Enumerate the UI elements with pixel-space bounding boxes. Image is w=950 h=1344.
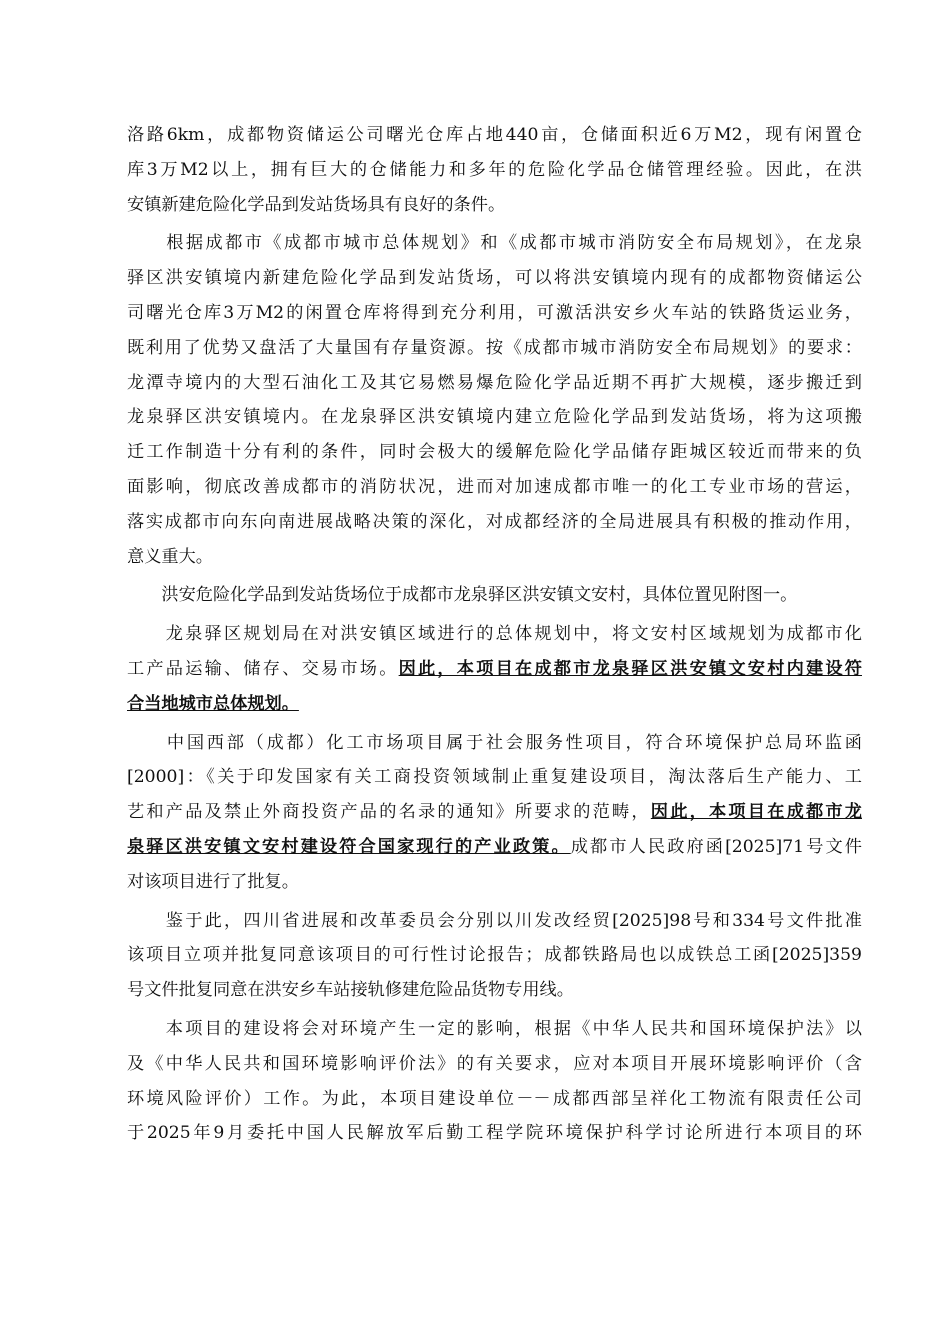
text-line: 意义重大。 <box>127 546 213 567</box>
paragraph-warehouse-conditions <box>127 118 862 222</box>
text-line: 库3万M2以上，拥有巨大的仓储能力和多年的危险化学品仓储管理经验。因此，在洪 <box>127 159 862 180</box>
text-line: 号文件批复同意在洪安乡车站接轨修建危险品货物专用线。 <box>127 980 574 1001</box>
text-line: 中国西部（成都）化工市场项目属于社会服务性项目，符合环境保护总局环监函 <box>127 732 862 753</box>
text-line: 驿区洪安镇境内新建危险化学品到发站货场，可以将洪安镇境内现有的成都物资储运公 <box>127 268 862 289</box>
text-run: 成都市人民政府函[2025]71号文件 <box>570 836 862 857</box>
text-line: 根据成都市《成都市城市总体规划》和《成都市城市消防安全布局规划》，在龙泉 <box>127 233 862 254</box>
text-line <box>127 652 862 687</box>
text-line: 于2025年9月委托中国人民解放军后勤工程学院环境保护科学讨论所进行本项目的环 <box>127 1123 862 1144</box>
emphasis-policy-conclusion: 因此，本项目在成都市龙 <box>650 802 862 823</box>
text-line: 司曙光仓库3万M2的闲置仓库将得到充分利用，可激活洪安乡火车站的铁路货运业务， <box>127 302 862 323</box>
document-body <box>127 118 862 1155</box>
text-line: 龙泉驿区规划局在对洪安镇区域进行的总体规划中，将文安村区域规划为成都市化 <box>127 624 862 645</box>
text-line: 安镇新建危险化学品到发站货场具有良好的条件。 <box>127 194 506 215</box>
text-line: 该项目立项并批复同意该项目的可行性讨论报告；成都铁路局也以成铁总工函[2025]359 <box>127 945 862 966</box>
text-line: 既利用了优势又盘活了大量国有存量资源。按《成都市城市消防安全布局规划》的要求： <box>127 337 862 358</box>
text-line <box>127 795 862 830</box>
text-run: 工产品运输、储存、交易市场。 <box>127 658 399 679</box>
text-line: 迁工作制造十分有利的条件，同时会极大的缓解危险化学品储存距城区较近而带来的负 <box>127 442 862 463</box>
text-line: 洛路6km，成都物资储运公司曙光仓库占地440亩，仓储面积近6万M2，现有闲置仓 <box>127 125 862 145</box>
text-line <box>127 687 862 722</box>
emphasis-planning-conclusion: 因此，本项目在成都市龙泉驿区洪安镇文安村内建设符 <box>398 658 862 679</box>
text-line: 及《中华人民共和国环境影响评价法》的有关要求，应对本项目开展环境影响评价（含 <box>127 1053 862 1074</box>
text-line: 落实成都市向东向南进展战略决策的深化，对成都经济的全局进展具有积极的推动作用， <box>127 511 862 532</box>
paragraph-approvals <box>127 904 862 1008</box>
emphasis-policy-conclusion: 泉驿区洪安镇文安村建设符合国家现行的产业政策。 <box>127 836 571 857</box>
paragraph-regional-planning <box>127 617 862 721</box>
text-line: 面影响，彻底改善成都市的消防状况，进而对加速成都市唯一的化工专业市场的营运， <box>127 476 862 497</box>
text-line: 本项目的建设将会对环境产生一定的影响，根据《中华人民共和国环境保护法》以 <box>127 1018 862 1039</box>
text-line: 龙潭寺境内的大型石油化工及其它易燃易爆危险化学品近期不再扩大规模，逐步搬迁到 <box>127 372 862 393</box>
text-line: [2000]：《关于印发国家有关工商投资领域制止重复建设项目，淘汰落后生产能力、工 <box>127 767 862 788</box>
paragraph-location <box>127 578 862 613</box>
emphasis-planning-conclusion: 合当地城市总体规划。 <box>127 693 299 714</box>
text-line: 环境风险评价）工作。为此，本项目建设单位－－成都西部呈祥化工物流有限责任公司 <box>127 1088 862 1109</box>
paragraph-planning-basis <box>127 226 862 574</box>
paragraph-industrial-policy <box>127 726 862 900</box>
text-line <box>127 830 862 865</box>
text-line: 龙泉驿区洪安镇境内。在龙泉驿区洪安镇境内建立危险化学品到发站货场，将为这项搬 <box>127 407 862 428</box>
text-line: 洪安危险化学品到发站货场位于成都市龙泉驿区洪安镇文安村，具体位置见附图一。 <box>127 585 798 606</box>
text-line: 对该项目进行了批复。 <box>127 871 299 892</box>
text-line: 鉴于此，四川省进展和改革委员会分别以川发改经贸[2025]98号和334号文件批准 <box>127 910 862 931</box>
text-run: 艺和产品及禁止外商投资产品的名录的通知》所要求的范畴， <box>127 802 651 823</box>
paragraph-eia-commission <box>127 1012 862 1151</box>
